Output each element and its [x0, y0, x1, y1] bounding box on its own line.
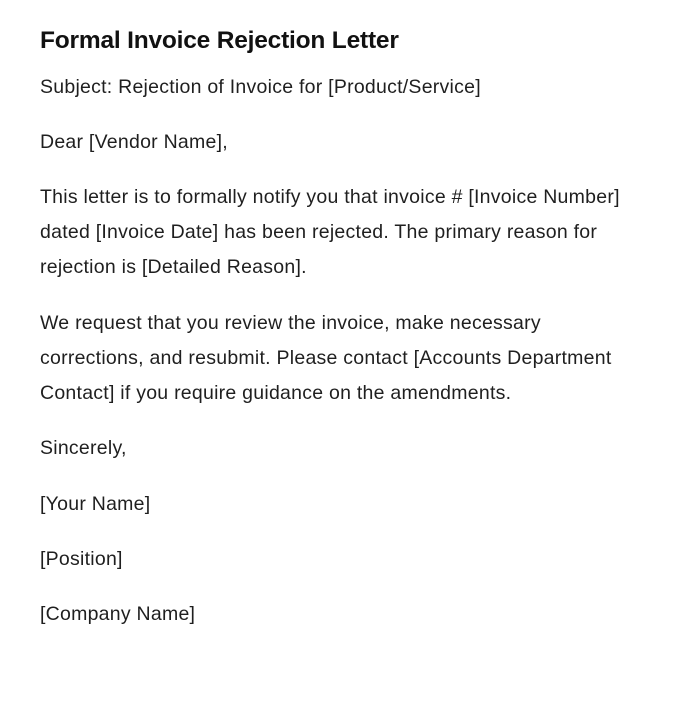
salutation: Dear [Vendor Name],: [40, 131, 228, 153]
body-paragraph-notification: This letter is to formally notify you that invoice # [Invoice Number] dated [Invoice Date] has been rejected. The primary reason for rejection is [Detailed Reason].: [40, 186, 620, 278]
letter-document: [40, 24, 640, 632]
body-paragraph-request: We request that you review the invoice, make necessary corrections, and resubmit. Please contact [Accounts Department Contact] if you require guidance on the amendments.: [40, 312, 612, 404]
closing: Sincerely,: [40, 437, 127, 459]
signature-position: [Position]: [40, 548, 123, 570]
signature-name: [Your Name]: [40, 493, 151, 515]
signature-company: [Company Name]: [40, 603, 196, 625]
letter-title: Formal Invoice Rejection Letter: [40, 27, 399, 54]
subject-line: Subject: Rejection of Invoice for [Product/Service]: [40, 76, 481, 98]
